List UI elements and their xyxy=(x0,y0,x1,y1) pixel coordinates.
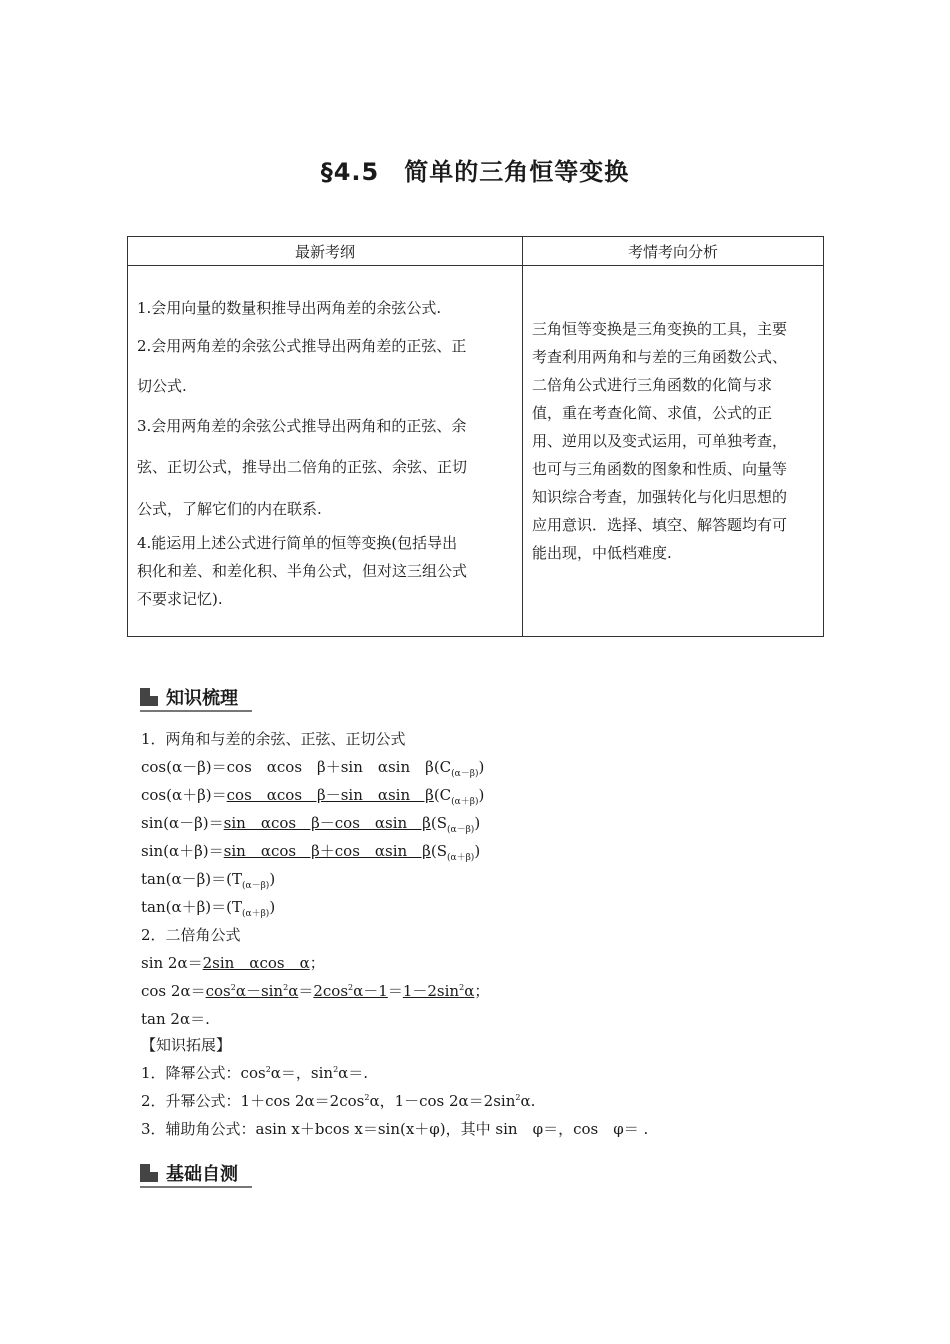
objective-line: 不要求记忆). xyxy=(137,590,223,608)
formula-tag: (S xyxy=(430,842,447,860)
section-header-knowledge xyxy=(140,684,252,712)
objective-line: 2.会用两角差的余弦公式推导出两角差的正弦、正 xyxy=(137,337,467,355)
objectives-cell xyxy=(128,266,523,637)
formula-tan-double: tan 2α＝. xyxy=(141,1010,210,1028)
punct: ＝ xyxy=(298,982,314,1000)
analysis-cell xyxy=(523,266,824,637)
analysis-line: 考查利用两角和与差的三角函数公式、 xyxy=(532,348,788,366)
formula-cos-double xyxy=(141,980,489,1001)
heading-double-angle: 2．二倍角公式 xyxy=(141,926,241,944)
objective-line: 弦、正切公式，推导出二倍角的正弦、余弦、正切 xyxy=(137,458,468,476)
answer-part: α xyxy=(288,982,299,1000)
formula-tag-sub: (α＋β) xyxy=(242,909,270,919)
answer-part: 1－2sin xyxy=(402,982,460,1000)
formula-cos-minus xyxy=(141,756,484,779)
section-square-icon xyxy=(140,688,158,706)
superscript: 2 xyxy=(333,1065,339,1074)
section-square-icon xyxy=(140,1164,158,1182)
formula-tag: (S xyxy=(430,814,447,832)
punct: ； xyxy=(474,982,490,1000)
superscript: 2 xyxy=(265,1065,271,1074)
analysis-line: 能出现，中低档难度. xyxy=(532,544,672,562)
answer-part: α－sin xyxy=(235,982,284,1000)
superscript: 2 xyxy=(230,983,236,992)
formula-answer: 2sin αcos α xyxy=(202,954,310,972)
objective-line: 积化和差、和差化积、半角公式，但对这三组公式 xyxy=(137,562,468,580)
objective-line: 4.能运用上述公式进行简单的恒等变换(包括导出 xyxy=(137,534,458,552)
formula-tan-plus xyxy=(141,896,275,919)
syllabus-table xyxy=(127,236,824,637)
formula-answer: cos αcos β－sin αsin β xyxy=(226,786,434,804)
page-title: §4.5 简单的三角恒等变换 xyxy=(320,158,630,186)
section-underline xyxy=(140,710,252,712)
superscript: 2 xyxy=(283,983,289,992)
formula-sin-double xyxy=(141,952,325,973)
formula-tag: (C xyxy=(433,758,452,776)
paren: ) xyxy=(269,898,276,916)
formula-text: α. xyxy=(520,1092,536,1110)
extension-heading: 【知识拓展】 xyxy=(141,1036,232,1054)
formula-answer xyxy=(313,982,387,1000)
paren: ) xyxy=(478,758,485,776)
formula-tag-sub: (α＋β) xyxy=(447,853,475,863)
formula-text: sin(α－β)＝ xyxy=(141,814,224,832)
formula-text: tan(α－β)＝(T xyxy=(141,870,242,888)
formula-answer: sin αcos β－cos αsin β xyxy=(223,814,431,832)
formula-text: cos(α－β)＝cos αcos β＋sin αsin β xyxy=(141,758,434,776)
analysis-line: 值，重在考查化简、求值，公式的正 xyxy=(532,404,773,422)
superscript: 2 xyxy=(364,1093,370,1102)
superscript: 2 xyxy=(348,983,354,992)
superscript: 2 xyxy=(459,983,465,992)
analysis-line: 三角恒等变换是三角变换的工具，主要 xyxy=(532,320,788,338)
punct: ； xyxy=(309,954,325,972)
answer-part: α－1 xyxy=(353,982,388,1000)
formula-text: cos(α＋β)＝ xyxy=(141,786,227,804)
answer-part: cos xyxy=(205,982,231,1000)
section-header-selftest xyxy=(140,1160,252,1188)
formula-tan-minus xyxy=(141,868,275,891)
formula-answer: sin αcos β＋cos αsin β xyxy=(223,842,431,860)
formula-answer xyxy=(403,982,474,1000)
formula-text: sin 2α＝ xyxy=(141,954,203,972)
analysis-line: 二倍角公式进行三角函数的化简与求 xyxy=(532,376,773,394)
objective-line: 公式，了解它们的内在联系. xyxy=(137,500,322,518)
formula-tag-sub: (α－β) xyxy=(447,825,475,835)
paren: ) xyxy=(478,786,485,804)
formula-text: α，1－cos 2α＝2sin xyxy=(369,1092,516,1110)
punct: ＝ xyxy=(387,982,403,1000)
section-underline xyxy=(140,1186,252,1188)
superscript: 2 xyxy=(515,1093,521,1102)
ext-power-reduction xyxy=(141,1062,368,1083)
formula-text: tan(α＋β)＝(T xyxy=(141,898,242,916)
formula-answer xyxy=(206,982,299,1000)
answer-part: α xyxy=(464,982,475,1000)
header-analysis: 考情考向分析 xyxy=(523,237,824,266)
formula-text: α＝. xyxy=(338,1064,369,1082)
paren: ) xyxy=(474,814,481,832)
objective-line: 3.会用两角差的余弦公式推导出两角和的正弦、余 xyxy=(137,417,467,435)
paren: ) xyxy=(269,870,276,888)
section-title: 基础自测 xyxy=(166,1164,238,1185)
formula-text: α＝，sin xyxy=(270,1064,334,1082)
analysis-line: 知识综合考查，加强转化与化归思想的 xyxy=(532,488,788,506)
objective-line: 1.会用向量的数量积推导出两角差的余弦公式. xyxy=(137,299,442,317)
analysis-line: 也可与三角函数的图象和性质、向量等 xyxy=(532,460,788,478)
formula-text: cos 2α＝ xyxy=(141,982,206,1000)
section-title: 知识梳理 xyxy=(166,688,238,709)
answer-part: 2cos xyxy=(313,982,349,1000)
formula-sin-minus xyxy=(141,812,480,835)
formula-sin-plus xyxy=(141,840,480,863)
objective-line: 切公式. xyxy=(137,377,187,395)
formula-text: 1．降幂公式：cos xyxy=(141,1064,266,1082)
formula-cos-plus xyxy=(141,784,484,807)
formula-text: 2．升幂公式：1＋cos 2α＝2cos xyxy=(141,1092,365,1110)
analysis-line: 应用意识．选择、填空、解答题均有可 xyxy=(532,516,788,534)
heading-sum-diff: 1．两角和与差的余弦、正弦、正切公式 xyxy=(141,730,406,748)
ext-power-raising xyxy=(141,1090,535,1111)
ext-auxiliary-angle: 3．辅助角公式：asin x＋bcos x＝sin(x＋φ)，其中 sin φ＝，cos φ＝ . xyxy=(141,1120,649,1138)
formula-text: sin(α＋β)＝ xyxy=(141,842,224,860)
formula-tag-sub: (α－β) xyxy=(451,769,479,779)
paren: ) xyxy=(474,842,481,860)
formula-tag-sub: (α＋β) xyxy=(451,797,479,807)
formula-tag: (C xyxy=(433,786,452,804)
header-syllabus: 最新考纲 xyxy=(128,237,523,266)
analysis-line: 用、逆用以及变式运用，可单独考查， xyxy=(532,432,788,450)
formula-tag-sub: (α－β) xyxy=(242,881,270,891)
